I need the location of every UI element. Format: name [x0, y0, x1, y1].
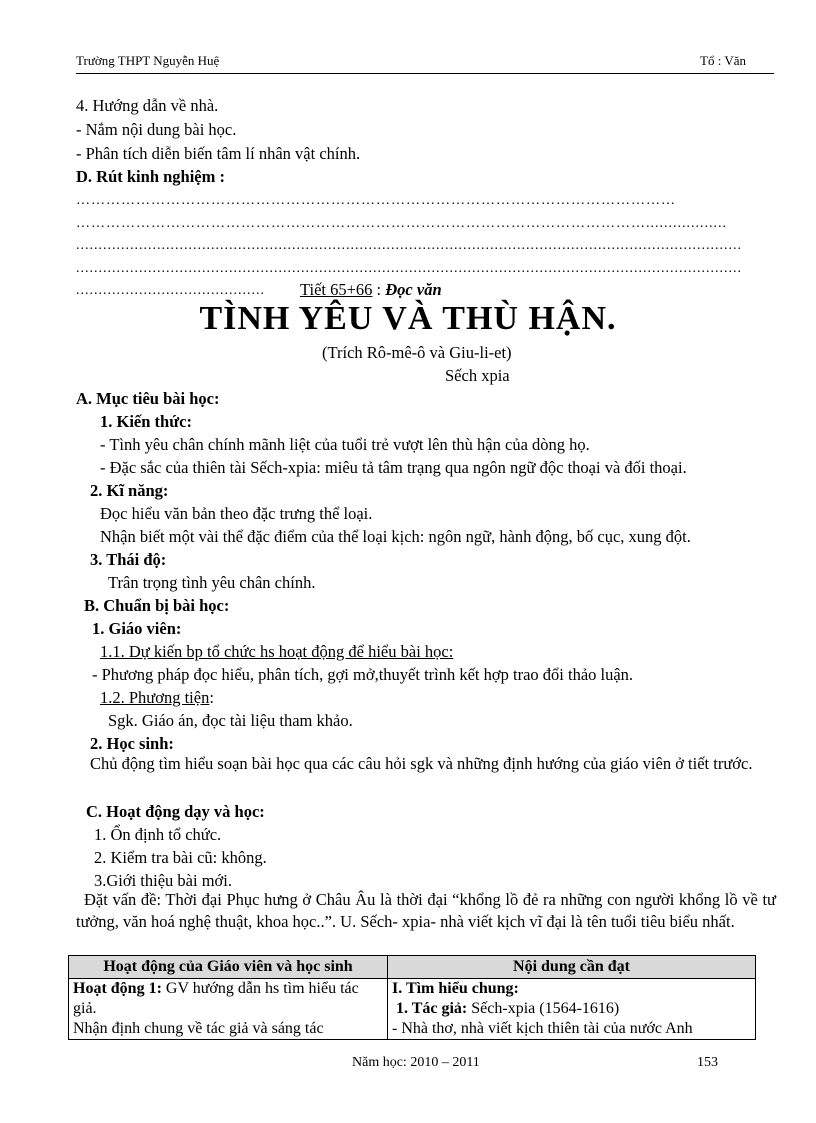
- intro-paragraph: Đặt vấn đề: Thời đại Phục hưng ở Châu Âu là thời đại “khổng lồ đẻ ra những con người khổng lồ về tư tưởng, văn hoá nghệ thuật, khoa học..”. U. Sếch- xpia- nhà viết kịch vĩ đại là tên tuổi tiêu biểu nhất.: [76, 890, 776, 931]
- table-left-line2: Nhận định chung về tác giả và sáng tác: [73, 1020, 324, 1037]
- dotted-line: ..........................................: [76, 283, 265, 298]
- author-desc: Sếch-xpia (1564-1616): [467, 1000, 620, 1017]
- page-title: TÌNH YÊU VÀ THÙ HẬN.: [199, 300, 617, 337]
- teacher-sub2-colon: :: [209, 688, 214, 707]
- homework-item: - Nắm nội dung bài học.: [76, 120, 237, 139]
- lesson-type: Đọc văn: [385, 280, 442, 299]
- skills-item: Nhận biết một vài thể đặc điểm của thể loại kịch: ngôn ngữ, hành động, bố cục, xung đột.: [100, 527, 691, 546]
- student-heading: 2. Học sinh:: [90, 734, 174, 753]
- activity-item: 3.Giới thiệu bài mới.: [94, 871, 232, 890]
- header-rule: [76, 73, 774, 74]
- table-right-line3: - Nhà thơ, nhà viết kịch thiên tài của nước Anh: [392, 1020, 693, 1037]
- header-department: Tổ : Văn: [700, 53, 746, 68]
- author-label: 1. Tác giả:: [396, 1000, 468, 1017]
- activity-table: [68, 955, 756, 1040]
- teacher-heading: 1. Giáo viên:: [92, 619, 182, 638]
- footer-year: Năm học: 2010 – 2011: [352, 1055, 480, 1070]
- table-header-col1: Hoạt động của Giáo viên và học sinh: [69, 956, 388, 979]
- activity-desc: GV hướng dẫn hs tìm hiểu tác giả.: [73, 980, 359, 1017]
- lesson-period-line: [300, 280, 442, 300]
- teacher-sub2: 1.2. Phương tiện: [100, 688, 210, 707]
- table-left-text: [73, 979, 383, 1019]
- homework-item: - Phân tích diễn biến tâm lí nhân vật chính.: [76, 144, 361, 163]
- lesson-author: Sếch xpia: [445, 366, 510, 385]
- teacher-sub2-text: Sgk. Giáo án, đọc tài liệu tham khảo.: [108, 711, 353, 730]
- knowledge-item: - Đặc sắc của thiên tài Sếch-xpia: miêu tả tâm trạng qua ngôn ngữ độc thoại và đối thoại.: [100, 458, 687, 477]
- student-text: Chủ động tìm hiểu soạn bài học qua các câu hỏi sgk và những định hướng của giáo viên ở tiết trước.: [90, 754, 753, 773]
- table-cell-right: [388, 979, 756, 1040]
- lesson-source: (Trích Rô-mê-ô và Giu-li-et): [322, 343, 512, 362]
- dotted-line: …………………………………………………………………………………………………………: [76, 193, 676, 208]
- table-header-col2: Nội dung cần đạt: [388, 956, 756, 979]
- table-cell-left: [69, 979, 388, 1040]
- homework-heading: 4. Hướng dẫn về nhà.: [76, 96, 219, 115]
- header-school: Trường THPT Nguyễn Huệ: [76, 53, 220, 68]
- dotted-line: ....................................................................................................................................................: [76, 261, 742, 276]
- teacher-sub1-text: - Phương pháp đọc hiểu, phân tích, gợi mở,thuyết trình kết hợp trao đổi thảo luận.: [92, 665, 634, 684]
- dotted-line: ....................................................................................................................................................: [76, 238, 742, 253]
- dotted-line: ……………………………………………………………………………………………………..................: [76, 216, 727, 231]
- knowledge-item: - Tình yêu chân chính mãnh liệt của tuổi trẻ vượt lên thù hận của dòng họ.: [100, 435, 590, 454]
- footer-page-number: 153: [697, 1055, 718, 1070]
- attitude-text: Trân trọng tình yêu chân chính.: [108, 573, 316, 592]
- experience-heading: D. Rút kinh nghiệm :: [76, 167, 225, 186]
- section-c-heading: C. Hoạt động dạy và học:: [86, 802, 265, 821]
- section-a-heading: A. Mục tiêu bài học:: [76, 389, 220, 408]
- attitude-heading: 3. Thái độ:: [90, 550, 167, 569]
- lesson-separator: :: [372, 280, 386, 299]
- skills-heading: 2. Kĩ năng:: [90, 481, 169, 500]
- knowledge-heading: 1. Kiến thức:: [100, 412, 192, 431]
- table-right-heading: I. Tìm hiểu chung:: [392, 980, 519, 997]
- activity-label: Hoạt động 1:: [73, 980, 162, 997]
- teacher-sub1: 1.1. Dự kiến bp tổ chức hs hoạt động để hiểu bài học:: [100, 642, 454, 661]
- table-right-sub: [392, 999, 751, 1019]
- lesson-period: Tiết 65+66: [300, 280, 373, 299]
- activity-item: 2. Kiểm tra bài cũ: không.: [94, 848, 267, 867]
- skills-item: Đọc hiểu văn bản theo đặc trưng thể loại.: [100, 504, 373, 523]
- activity-item: 1. Ổn định tổ chức.: [94, 825, 222, 844]
- section-b-heading: B. Chuẩn bị bài học:: [84, 596, 230, 615]
- teacher-sub2-line: [100, 688, 214, 708]
